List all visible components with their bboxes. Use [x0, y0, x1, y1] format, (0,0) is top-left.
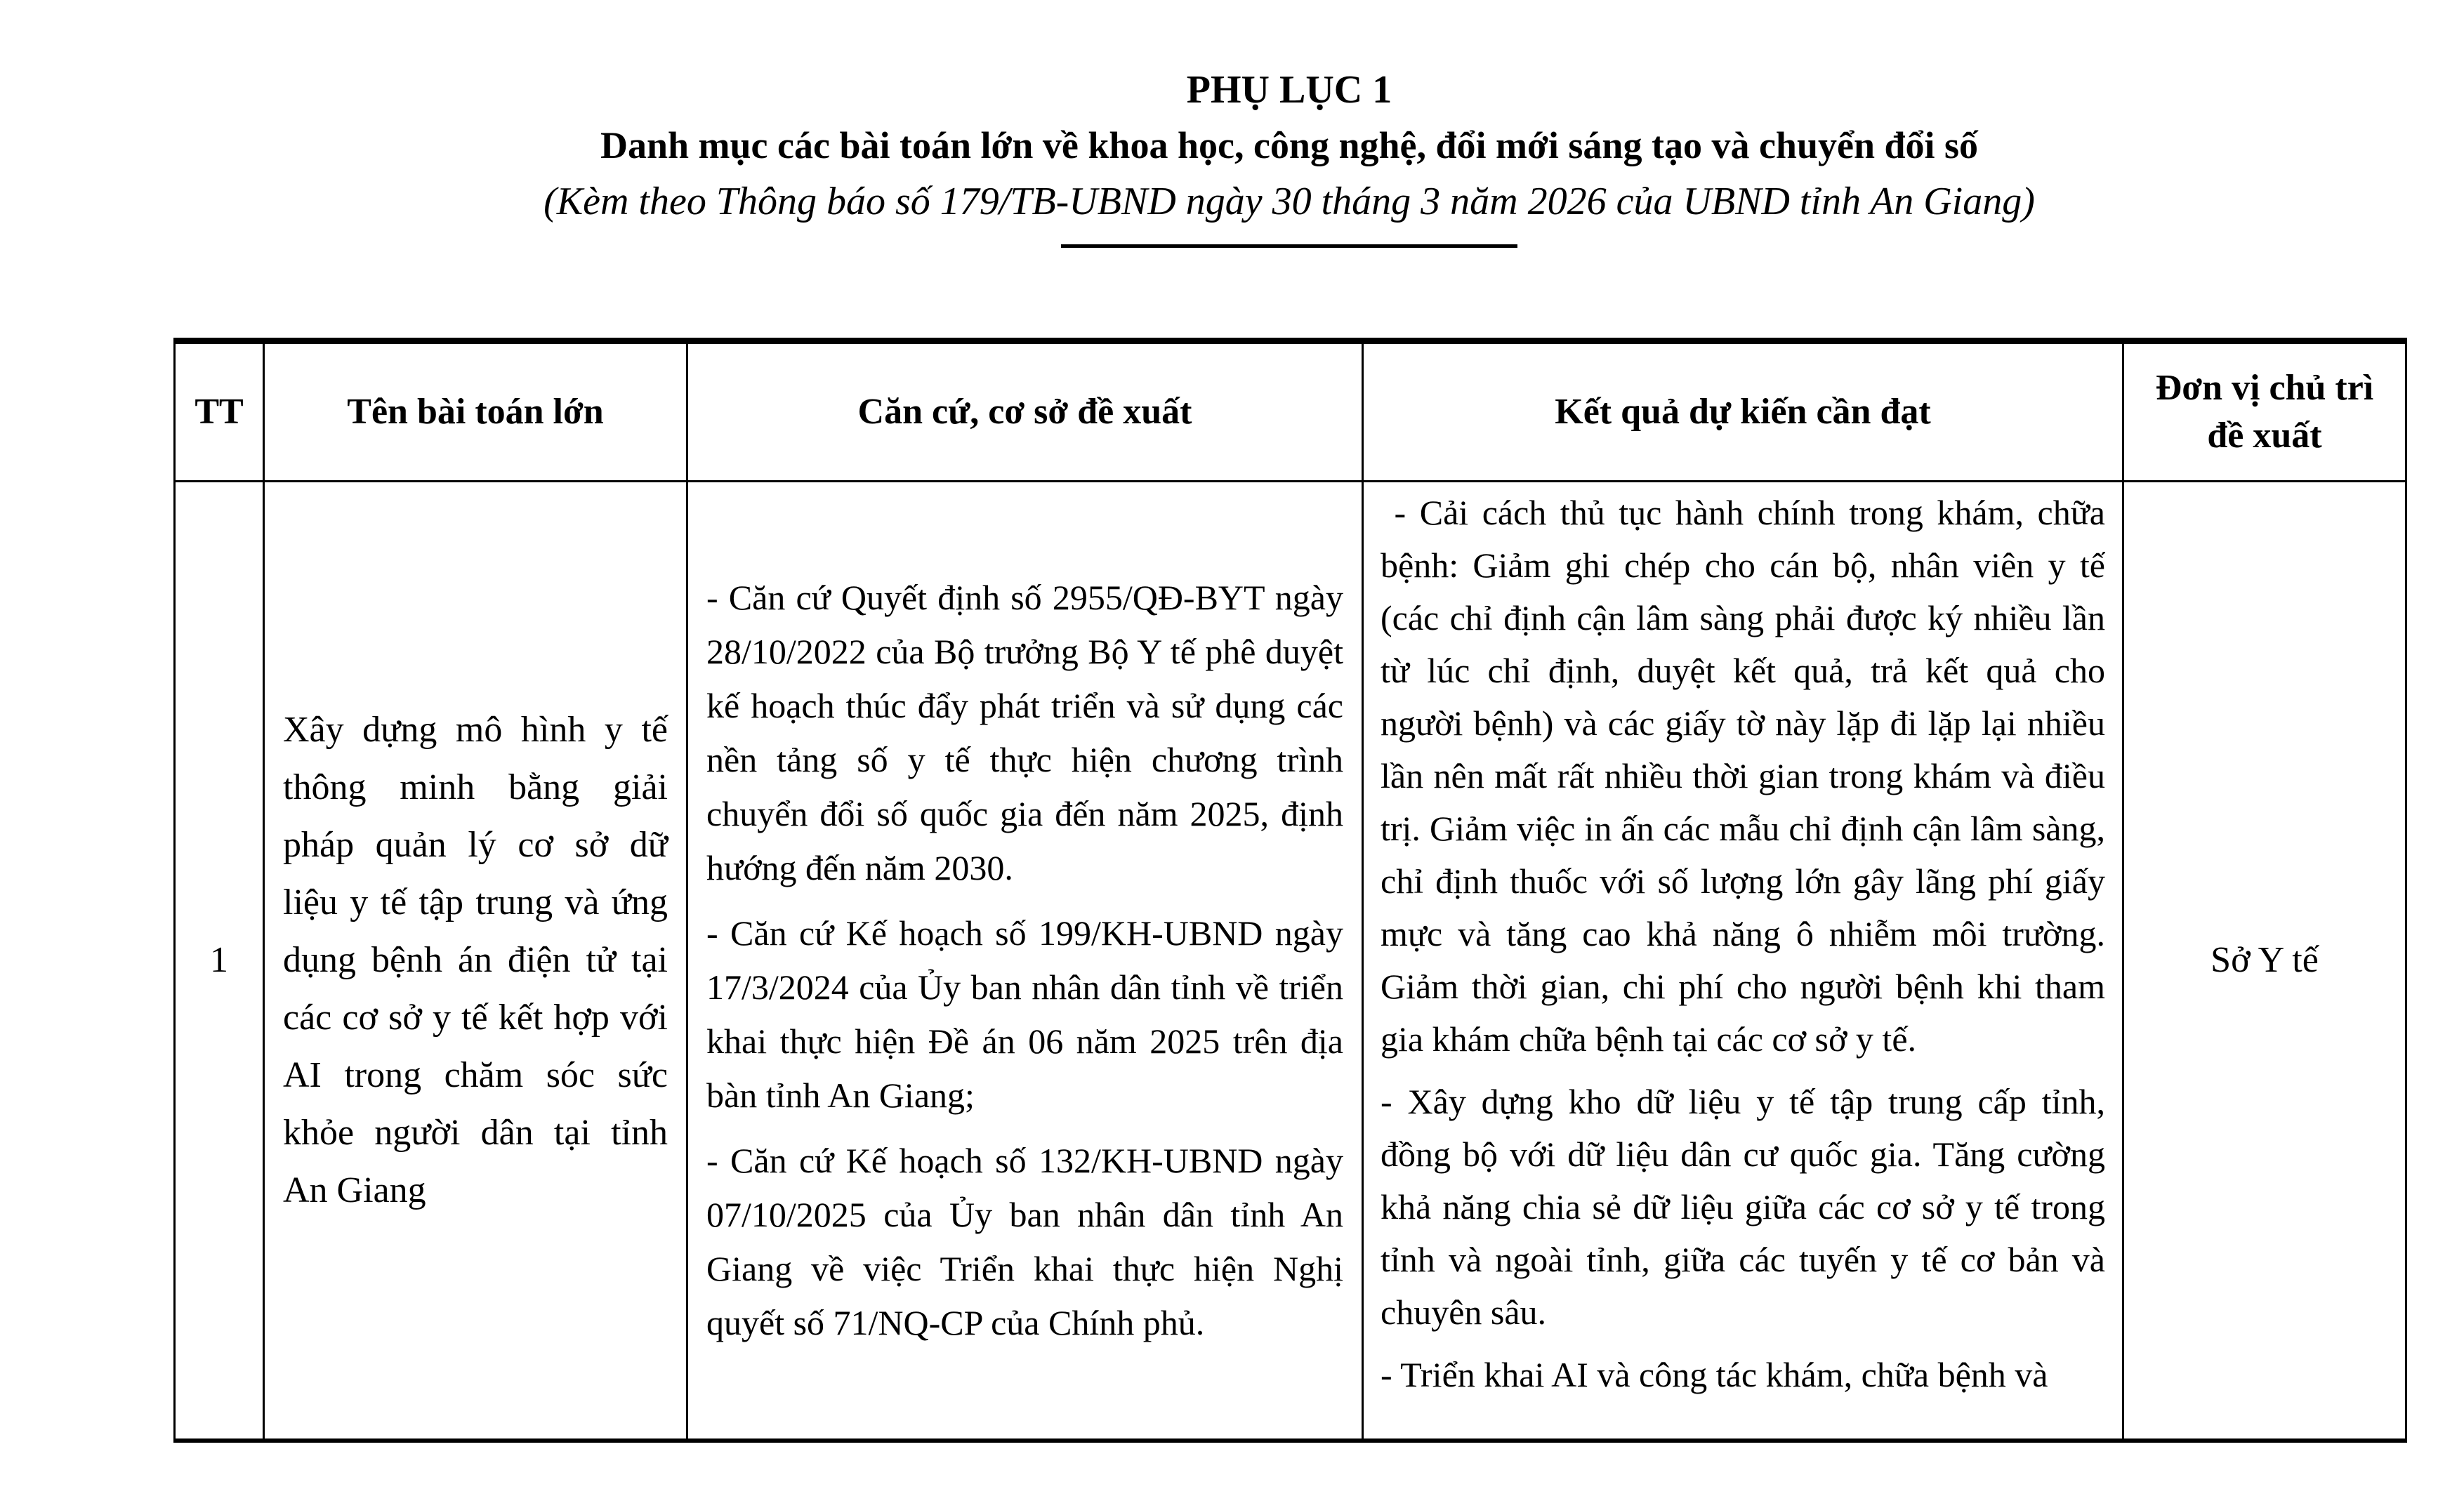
cell-expected-results — [1363, 482, 2123, 1441]
column-header-don-vi: Đơn vị chủ trì đề xuất — [2123, 341, 2406, 482]
column-header-ten-bai-toan: Tên bài toán lớn — [264, 341, 687, 482]
cell-problem-name: Xây dựng mô hình y tế thông minh bằng giải pháp quản lý cơ sở dữ liệu y tế tập trung và ứng dụng bệnh án điện tử tại các cơ sở y tế kết hợp với AI trong chăm sóc sức khỏe người dân tại tỉnh An Giang — [264, 482, 687, 1441]
table-header-row — [175, 341, 2406, 482]
cell-lead-agency: Sở Y tế — [2123, 482, 2406, 1441]
legal-basis-paragraph: - Căn cứ Kế hoạch số 132/KH-UBND ngày 07/10/2025 của Ủy ban nhân dân tỉnh An Giang về việc Triển khai thực hiện Nghị quyết số 71/NQ-CP của Chính phủ. — [706, 1140, 1343, 1342]
appendix-table — [173, 338, 2407, 1443]
expected-results-clip — [1381, 487, 2105, 1401]
document-header — [173, 0, 2405, 248]
legal-basis-paragraph: - Căn cứ Kế hoạch số 199/KH-UBND ngày 17/3/2024 của Ủy ban nhân dân tỉnh về triển khai thực hiện Đề án 06 năm 2025 trên địa bàn tỉnh An Giang; — [706, 913, 1343, 1115]
column-header-tt: TT — [175, 341, 264, 482]
column-header-can-cu: Căn cứ, cơ sở đề xuất — [687, 341, 1363, 482]
legal-basis-paragraph: - Căn cứ Quyết định số 2955/QĐ-BYT ngày 28/10/2022 của Bộ trưởng Bộ Y tế phê duyệt kế hoạch thúc đẩy phát triển và sử dụng các nền tảng số y tế thực hiện chương trình chuyển đổi số quốc gia đến năm 2025, định hướng đến năm 2030. — [706, 577, 1343, 887]
title-divider — [1061, 244, 1517, 248]
page-subtitle: Danh mục các bài toán lớn về khoa học, công nghệ, đổi mới sáng tạo và chuyển đổi số — [600, 124, 1979, 166]
table-row — [175, 482, 2406, 1441]
page-title: PHỤ LỤC 1 — [1186, 68, 1392, 112]
expected-results-paragraph: - Triển khai AI và công tác khám, chữa bệnh và — [1381, 1355, 2048, 1394]
column-header-ket-qua: Kết quả dự kiến cần đạt — [1363, 341, 2123, 482]
page-attribution: (Kèm theo Thông báo số 179/TB-UBND ngày 30 tháng 3 năm 2026 của UBND tỉnh An Giang) — [543, 180, 2035, 223]
cell-row-number: 1 — [175, 482, 264, 1441]
cell-legal-basis — [687, 482, 1363, 1441]
expected-results-paragraph: - Cải cách thủ tục hành chính trong khám, chữa bệnh: Giảm ghi chép cho cán bộ, nhân viên y tế (các chỉ định cận lâm sàng phải được ký nhiều lần từ lúc chỉ định, duyệt kết quả, trả kết quả cho người bệnh) và các giấy tờ này lặp đi lặp lại nhiều lần nên mất rất nhiều thời gian trong khám và điều trị. Giảm việc in ấn các mẫu chỉ định cận lâm sàng, chỉ định thuốc với số lượng lớn gây lãng phí giấy mực và tăng cao khả năng ô nhiễm môi trường. Giảm thời gian, chi phí cho người bệnh khi tham gia khám chữa bệnh tại các cơ sở y tế. — [1381, 493, 2105, 1059]
expected-results-paragraph: - Xây dựng kho dữ liệu y tế tập trung cấp tỉnh, đồng bộ với dữ liệu dân cư quốc gia. Tăng cường khả năng chia sẻ dữ liệu giữa các cơ sở y tế trong tỉnh và ngoài tỉnh, giữa các tuyến y tế cơ bản và chuyên sâu. — [1381, 1082, 2105, 1332]
